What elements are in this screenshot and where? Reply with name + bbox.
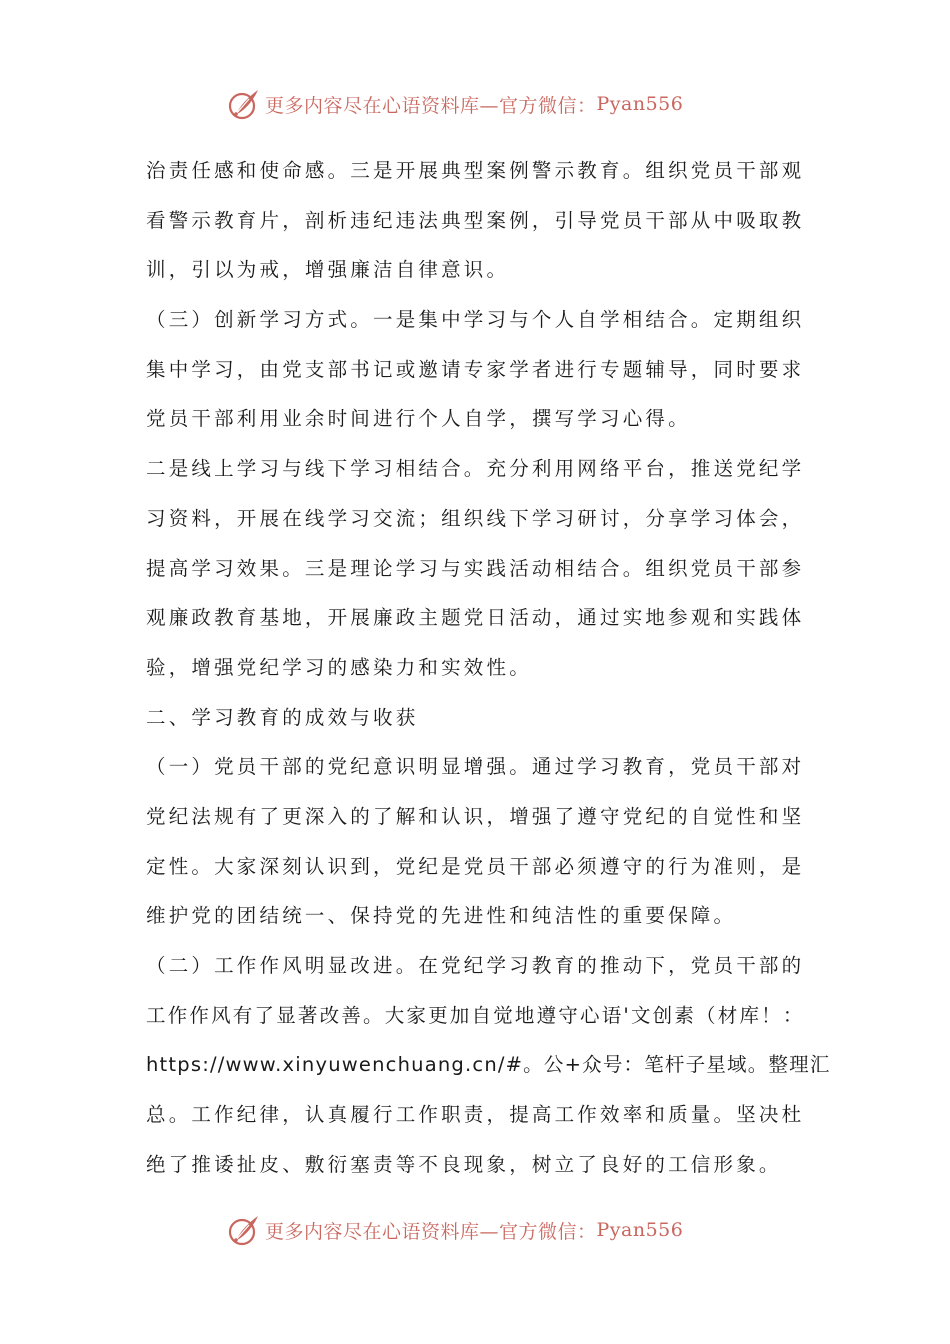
text-line: 提高学习效果。三是理论学习与实践活动相结合。组织党员干部参 <box>146 556 805 580</box>
text-line: 定性。大家深刻认识到，党纪是党员干部必须遵守的行为准则，是 <box>146 854 805 878</box>
text-line: 维护党的团结统一、保持党的先进性和纯洁性的重要保障。 <box>146 904 737 928</box>
document-body <box>146 146 831 1189</box>
brand-id: Pyan556 <box>596 93 684 115</box>
text-line: 观廉政教育基地，开展廉政主题党日活动，通过实地参观和实践体 <box>146 606 805 630</box>
text-line: （三）创新学习方式。一是集中学习与个人自学相结合。定期组织 <box>146 308 805 332</box>
header-watermark <box>0 84 950 124</box>
text-line: 绝了推诿扯皮、敷衍塞责等不良现象，树立了良好的工信形象。 <box>146 1152 782 1176</box>
text-line: （一）党员干部的党纪意识明显增强。通过学习教育，党员干部对 <box>146 755 805 779</box>
text-line: 训，引以为戒，增强廉洁自律意识。 <box>146 258 510 282</box>
text-line: 集中学习，由党支部书记或邀请专家学者进行专题辅导，同时要求 <box>146 357 805 381</box>
text-line: （二）工作作风明显改进。在党纪学习教育的推动下，党员干部的 <box>146 954 805 977</box>
text-line: 习资料，开展在线学习交流；组织线下学习研讨，分享学习体会， <box>146 506 805 530</box>
brand-id: Pyan556 <box>596 1219 684 1241</box>
text-line: 党员干部利用业余时间进行个人自学，撰写学习心得。 <box>146 407 691 431</box>
text-line: 看警示教育片，剖析违纪违法典型案例，引导党员干部从中吸取教 <box>146 208 805 232</box>
text-line: 总。工作纪律，认真履行工作职责，提高工作效率和质量。坚决杜 <box>146 1103 805 1127</box>
text-line: 工作作风有了显著改善。大家更加自觉地遵守心语'文创素（材库！： <box>146 1003 805 1027</box>
text-line: 验，增强党纪学习的感染力和实效性。 <box>146 655 532 679</box>
brand-text: 更多内容尽在心语资料库—官方微信： <box>265 94 597 117</box>
brand-text: 更多内容尽在心语资料库—官方微信： <box>265 1220 597 1243</box>
section-heading: 二、学习教育的成效与收获 <box>146 705 419 729</box>
quill-logo-icon <box>227 87 261 121</box>
text-line-url: https://www.xinyuwenchuang.cn/#。公+众号：笔杆子星域。整理汇 <box>146 1053 831 1077</box>
footer-watermark <box>0 1210 950 1250</box>
text-line: 党纪法规有了更深入的了解和认识，增强了遵守党纪的自觉性和坚 <box>146 804 805 828</box>
text-line: 治责任感和使命感。三是开展典型案例警示教育。组织党员干部观 <box>146 159 805 182</box>
text-line: 二是线上学习与线下学习相结合。充分利用网络平台，推送党纪学 <box>146 457 805 481</box>
quill-logo-icon <box>227 1213 261 1247</box>
